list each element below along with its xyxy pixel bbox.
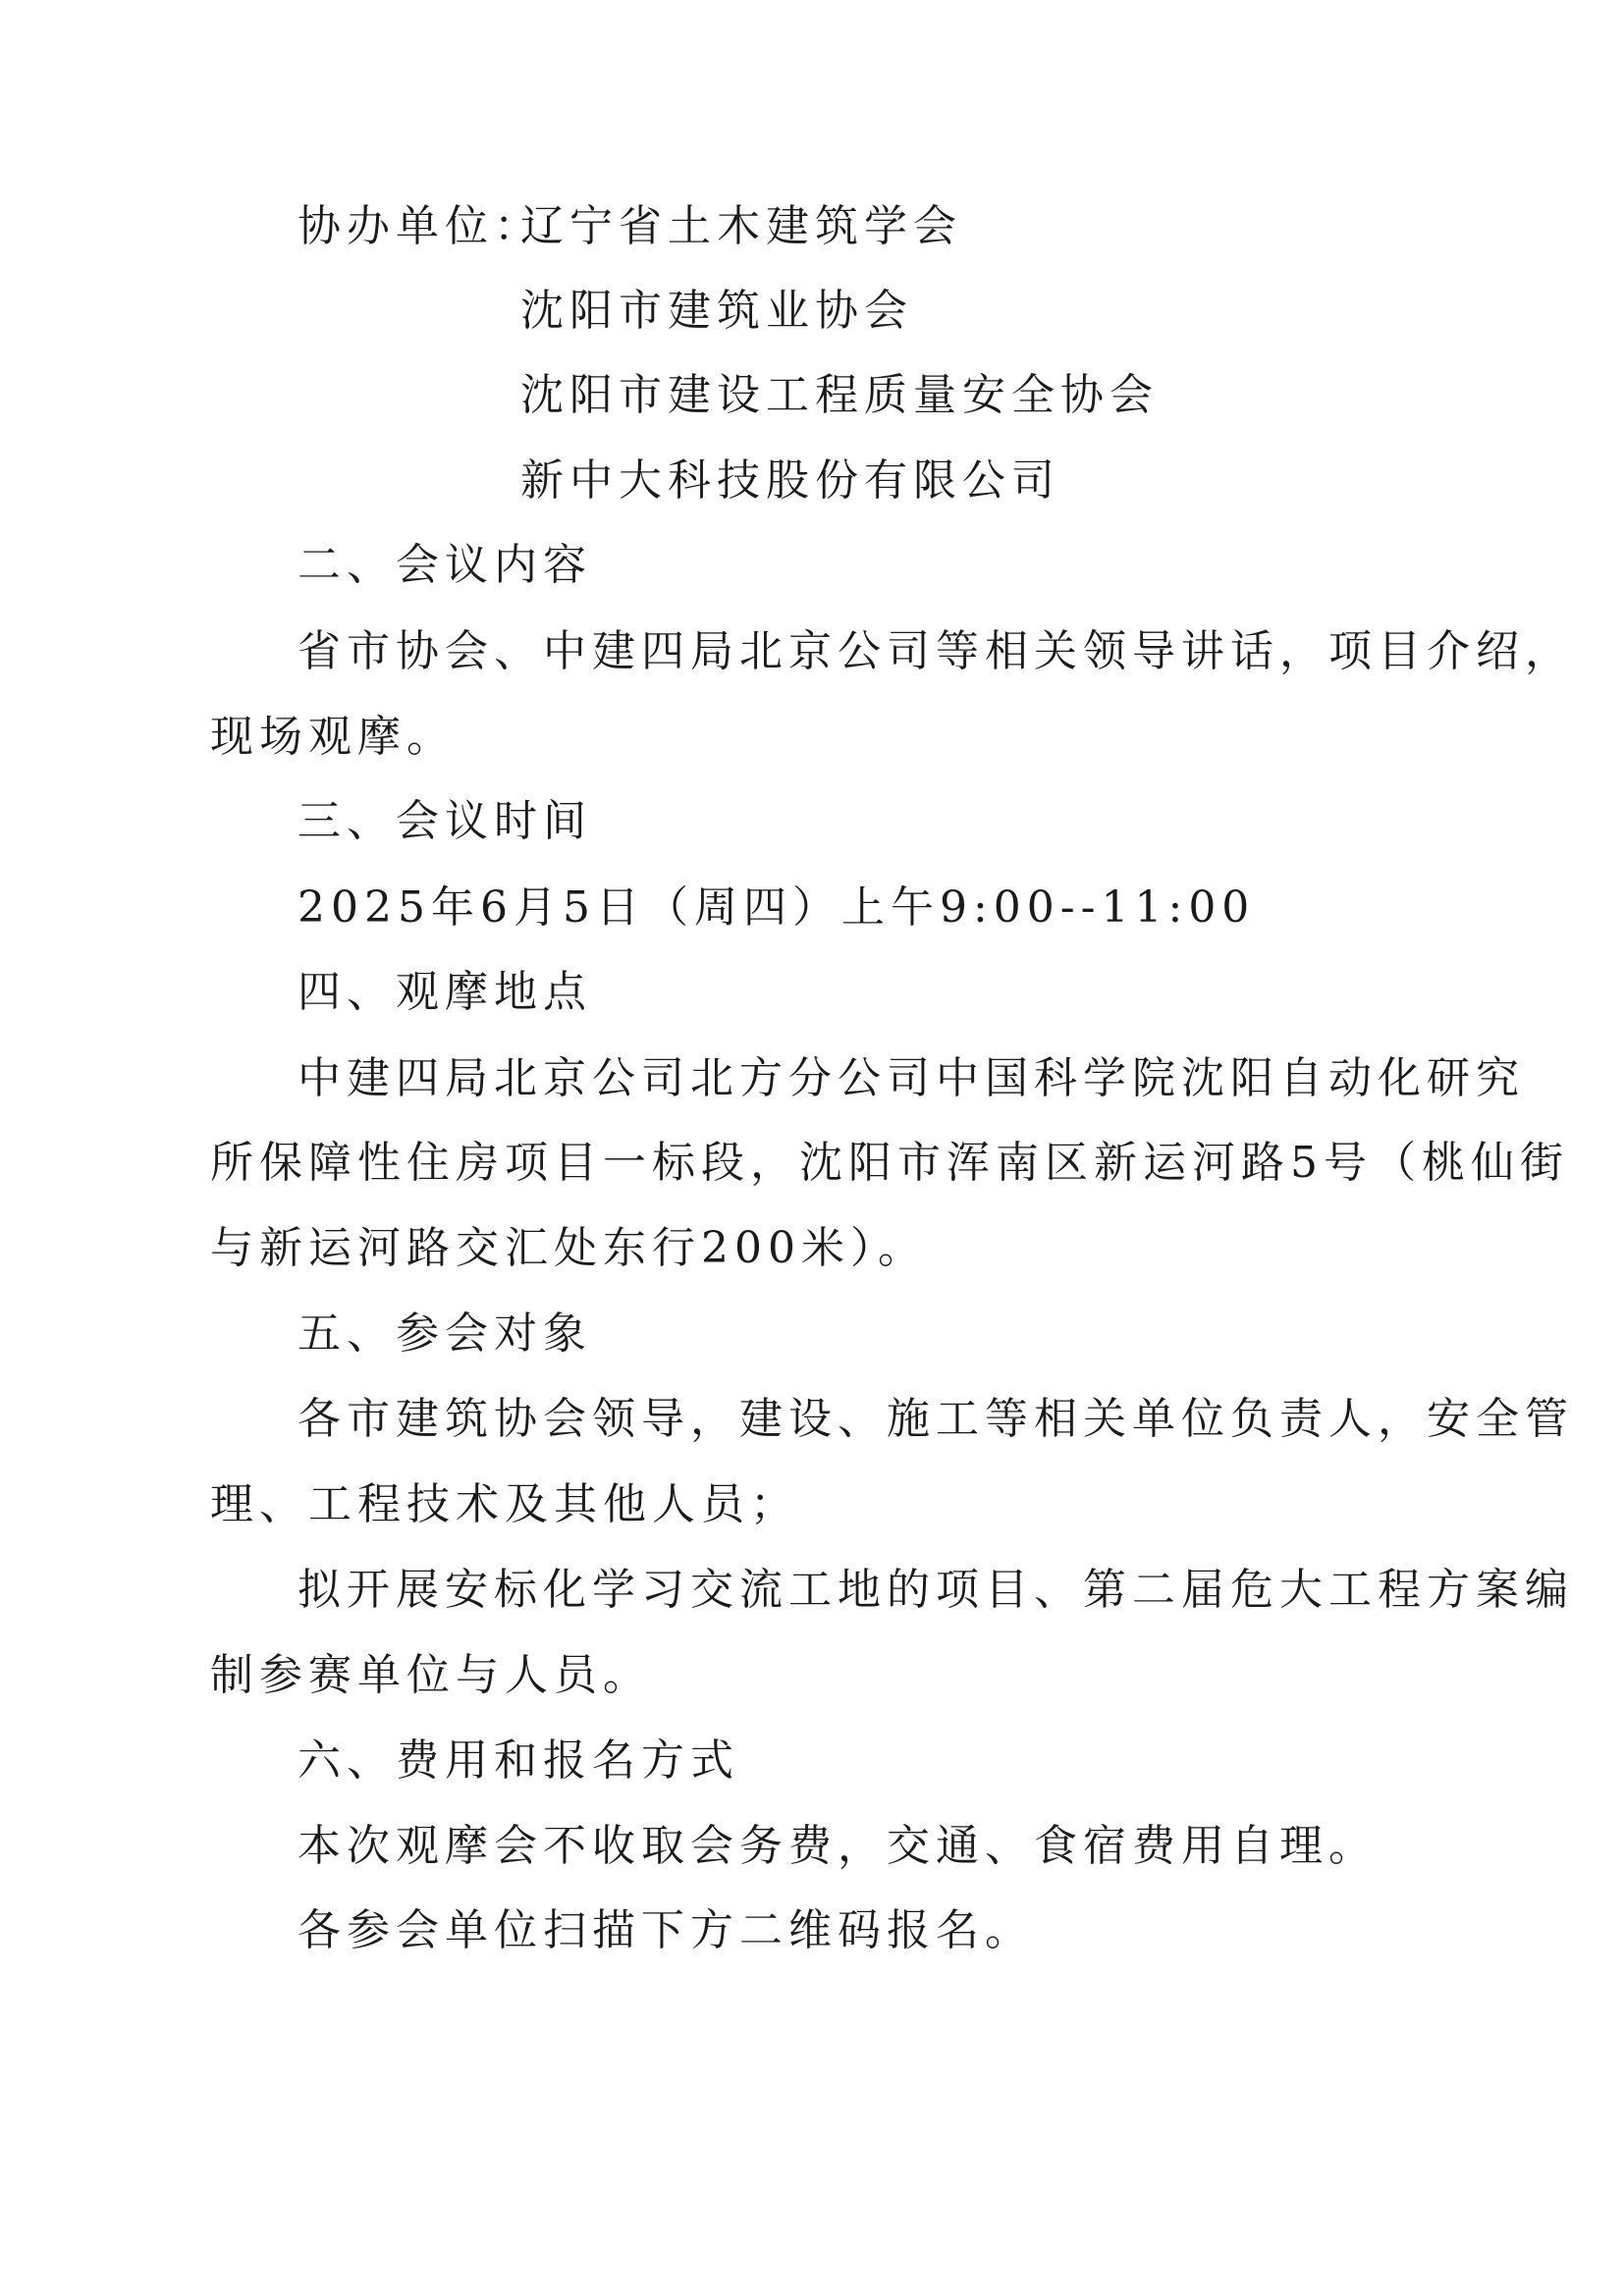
paragraph-line: 现场观摩。 (210, 712, 456, 762)
paragraph-line: 制参赛单位与人员。 (210, 1650, 652, 1700)
section-heading-time: 三、会议时间 (298, 796, 592, 846)
section-heading-location: 四、观摩地点 (298, 967, 592, 1017)
organizer-unit: 沈阳市建筑业协会 (520, 286, 913, 336)
paragraph-line: 各市建筑协会领导，建设、施工等相关单位负责人，安全管 (298, 1394, 1574, 1444)
paragraph-line: 理、工程技术及其他人员； (210, 1479, 799, 1529)
organizer-unit: 辽宁省土木建筑学会 (520, 201, 962, 251)
section-heading-fees: 六、费用和报名方式 (298, 1735, 739, 1786)
paragraph-line: 本次观摩会不收取会务费，交通、食宿费用自理。 (298, 1821, 1378, 1871)
paragraph-line: 中建四局北京公司北方分公司中国科学院沈阳自动化研究 (298, 1053, 1525, 1103)
organizers-label: 协办单位： (298, 201, 543, 251)
paragraph-line: 拟开展安标化学习交流工地的项目、第二届危大工程方案编 (298, 1565, 1574, 1615)
paragraph-line: 与新运河路交汇处东行200米）。 (210, 1223, 927, 1273)
paragraph-line: 2025年6月5日（周四）上午9:00--11:00 (298, 882, 1256, 933)
paragraph-line: 所保障性住房项目一标段，沈阳市浑南区新运河路5号（桃仙街 (210, 1138, 1569, 1188)
section-heading-content: 二、会议内容 (298, 540, 592, 590)
paragraph-line: 各参会单位扫描下方二维码报名。 (298, 1905, 1034, 1955)
paragraph-line: 省市协会、中建四局北京公司等相关领导讲话，项目介绍， (298, 626, 1574, 676)
organizer-unit: 新中大科技股份有限公司 (520, 455, 1060, 506)
section-heading-attendees: 五、参会对象 (298, 1308, 592, 1359)
organizer-unit: 沈阳市建设工程质量安全协会 (520, 370, 1159, 420)
